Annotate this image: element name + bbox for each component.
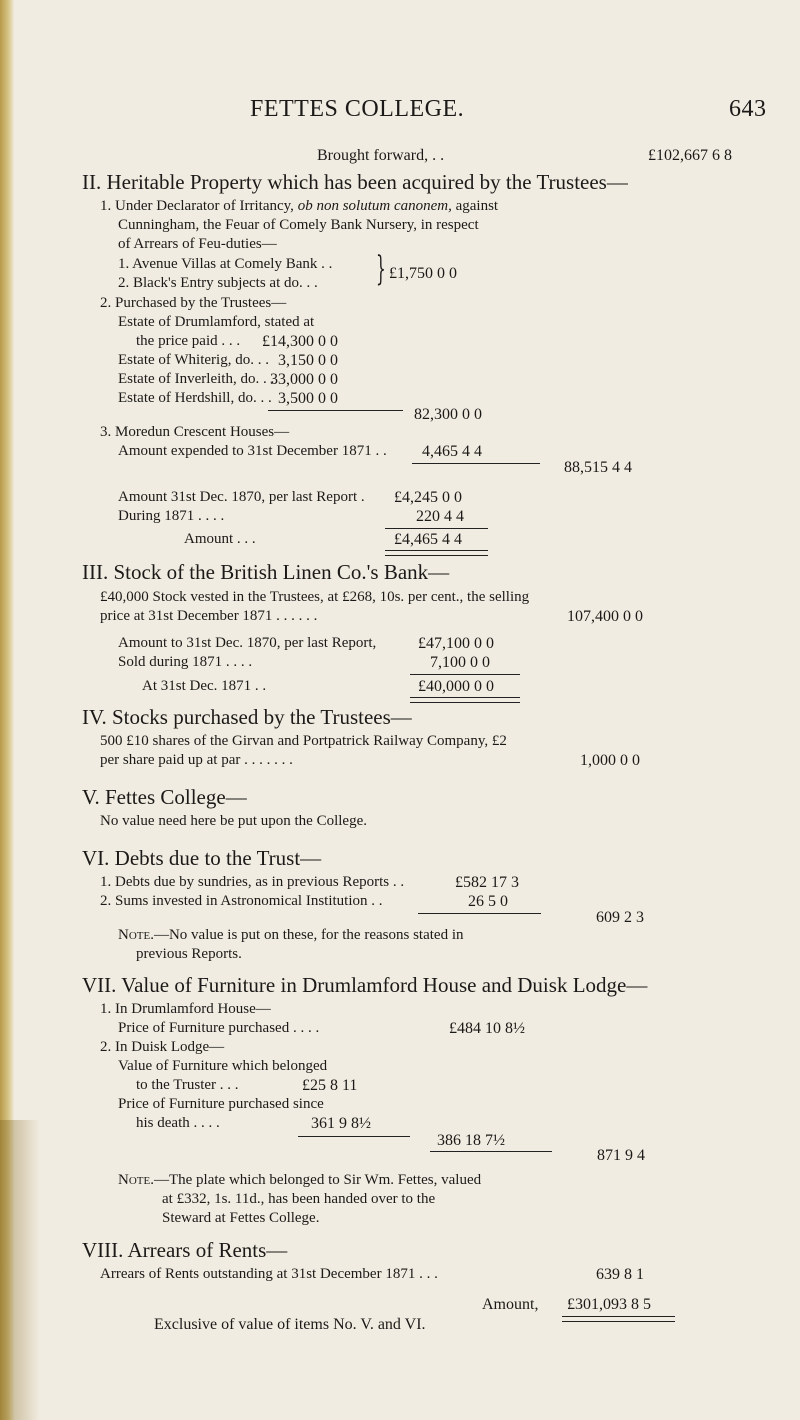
moredun-note-row1-amount: £4,245 0 0 [394, 489, 462, 506]
drumlamford-house-heading: 1. In Drumlamford House— [100, 1001, 271, 1017]
section-iii-row1-amount: £47,100 0 0 [418, 635, 494, 652]
rule [418, 913, 541, 914]
moredun-row: Amount expended to 31st December 1871 . . [118, 443, 387, 459]
moredun-amount: 4,465 4 4 [422, 443, 482, 460]
rule [268, 410, 403, 411]
purchased-heading: 2. Purchased by the Trustees— [100, 295, 287, 311]
section-vi-note-line2: previous Reports. [136, 946, 242, 962]
section-vii-total: 871 9 4 [597, 1147, 645, 1164]
section-iii-row2: Sold during 1871 . . . . [118, 654, 253, 670]
duisk-row2-amount: 361 9 8½ [311, 1115, 371, 1132]
double-rule [410, 697, 520, 703]
moredun-note-total-amount: £4,465 4 4 [394, 531, 462, 548]
drumlamford-row-a: Estate of Drumlamford, stated at [118, 314, 315, 330]
section-iii-line2: price at 31st December 1871 . . . . . . [100, 608, 318, 624]
section-iv-heading: IV. Stocks purchased by the Trustees— [82, 705, 412, 729]
item1-subtotal: £1,750 0 0 [389, 265, 457, 282]
brought-forward-label: Brought forward, . . [317, 147, 445, 164]
section-ii-item1-line3: of Arrears of Feu-duties— [118, 236, 277, 252]
section-viii-row: Arrears of Rents outstanding at 31st December 1871 . . . [100, 1266, 438, 1282]
item1-text: 1. Under Declarator of Irritancy, [100, 198, 294, 214]
moredun-note-row2: During 1871 . . . . [118, 508, 225, 524]
note-label: Note. [118, 927, 154, 943]
note-text: —The plate which belonged to Sir Wm. Fettes, valued [153, 1172, 482, 1188]
inverleith-row: Estate of Inverleith, do. . . [118, 371, 275, 387]
section-vi-note-line1 [118, 927, 463, 944]
duisk-row1-amount: £25 8 11 [302, 1077, 358, 1094]
section-vi-row2: 2. Sums invested in Astronomical Institution . . [100, 893, 383, 909]
blacks-entry-row: 2. Black's Entry subjects at do. . . [118, 275, 318, 291]
section-vi-row1: 1. Debts due by sundries, as in previous Reports . . [100, 874, 405, 890]
page-shadow [0, 1120, 40, 1420]
section-iii-line1: £40,000 Stock vested in the Trustees, at £268, 10s. per cent., the selling [100, 589, 530, 605]
moredun-heading: 3. Moredun Crescent Houses— [100, 424, 290, 440]
duisk-lodge-heading: 2. In Duisk Lodge— [100, 1039, 225, 1055]
purchased-total: 82,300 0 0 [414, 406, 482, 423]
rule [298, 1136, 410, 1137]
moredun-note-row1: Amount 31st Dec. 1870, per last Report . [118, 489, 365, 505]
drumlamford-row-b: the price paid . . . [136, 333, 241, 349]
item1-tail: against [455, 198, 499, 214]
section-vii-note-line2: at £332, 1s. 11d., has been handed over to the [162, 1191, 436, 1207]
footer-note: Exclusive of value of items No. V. and VI. [154, 1316, 426, 1333]
avenue-villas-row: 1. Avenue Villas at Comely Bank . . [118, 256, 333, 272]
section-viii-amount: 639 8 1 [596, 1266, 644, 1283]
herdshill-row: Estate of Herdshill, do. . . [118, 390, 272, 406]
note-label: Note. [118, 1172, 154, 1188]
rule [385, 528, 488, 529]
section-iii-row1: Amount to 31st Dec. 1870, per last Report, [118, 635, 377, 651]
grand-total-amount: £301,093 8 5 [567, 1296, 651, 1313]
drumlamford-amount: £14,300 0 0 [262, 333, 338, 350]
section-iii-total-label: At 31st Dec. 1871 . . [142, 678, 267, 694]
moredun-note-row2-amount: 220 4 4 [416, 508, 464, 525]
page-title: FETTES COLLEGE. [250, 96, 465, 122]
herdshill-amount: 3,500 0 0 [278, 390, 338, 407]
item1-latin: ob non solutum canonem, [297, 198, 452, 214]
drumlamford-furniture-amount: £484 10 8½ [449, 1020, 525, 1037]
section-iv-line1: 500 £10 shares of the Girvan and Portpatrick Railway Company, £2 [100, 733, 507, 749]
brought-forward-amount: £102,667 6 8 [648, 147, 732, 164]
section-vii-note-line3: Steward at Fettes College. [162, 1210, 320, 1226]
section-vi-total: 609 2 3 [596, 909, 644, 926]
drumlamford-furniture-row: Price of Furniture purchased . . . . [118, 1020, 320, 1036]
section-ii-heading: II. Heritable Property which has been acquired by the Trustees— [82, 170, 628, 194]
section-iii-heading: III. Stock of the British Linen Co.'s Bank— [82, 560, 450, 584]
section-vi-row2-amount: 26 5 0 [468, 893, 508, 910]
duisk-row2b: his death . . . . [136, 1115, 220, 1131]
rule [412, 463, 540, 464]
double-rule [385, 550, 488, 556]
page-number: 643 [729, 96, 767, 122]
inverleith-amount: 33,000 0 0 [270, 371, 338, 388]
section-ii-total: 88,515 4 4 [564, 459, 632, 476]
whiterig-row: Estate of Whiterig, do. . . [118, 352, 269, 368]
double-rule [562, 1316, 675, 1322]
whiterig-amount: 3,150 0 0 [278, 352, 338, 369]
section-ii-item1-line1 [100, 198, 498, 215]
section-ii-item1-line2: Cunningham, the Feuar of Comely Bank Nursery, in respect [118, 217, 479, 233]
section-vii-note-line1 [118, 1172, 481, 1189]
duisk-total: 386 18 7½ [437, 1132, 505, 1149]
note-text: —No value is put on these, for the reasons stated in [153, 927, 464, 943]
duisk-row1b: to the Truster . . . [136, 1077, 239, 1093]
section-vii-heading: VII. Value of Furniture in Drumlamford House and Duisk Lodge— [82, 973, 648, 997]
rule [430, 1151, 552, 1152]
section-iv-line2: per share paid up at par . . . . . . . [100, 752, 293, 768]
section-iii-amount: 107,400 0 0 [567, 608, 643, 625]
section-v-heading: V. Fettes College— [82, 785, 247, 809]
section-viii-heading: VIII. Arrears of Rents— [82, 1238, 288, 1262]
section-vi-heading: VI. Debts due to the Trust— [82, 846, 322, 870]
duisk-row2a: Price of Furniture purchased since [118, 1096, 324, 1112]
right-brace: } [375, 249, 386, 289]
section-iii-total-amount: £40,000 0 0 [418, 678, 494, 695]
section-iv-amount: 1,000 0 0 [580, 752, 640, 769]
moredun-note-total-label: Amount . . . [184, 531, 256, 547]
rule [410, 674, 520, 675]
duisk-row1a: Value of Furniture which belonged [118, 1058, 328, 1074]
section-v-line: No value need here be put upon the College. [100, 813, 367, 829]
grand-total-label: Amount, [482, 1296, 539, 1313]
section-vi-row1-amount: £582 17 3 [455, 874, 519, 891]
section-iii-row2-amount: 7,100 0 0 [430, 654, 490, 671]
